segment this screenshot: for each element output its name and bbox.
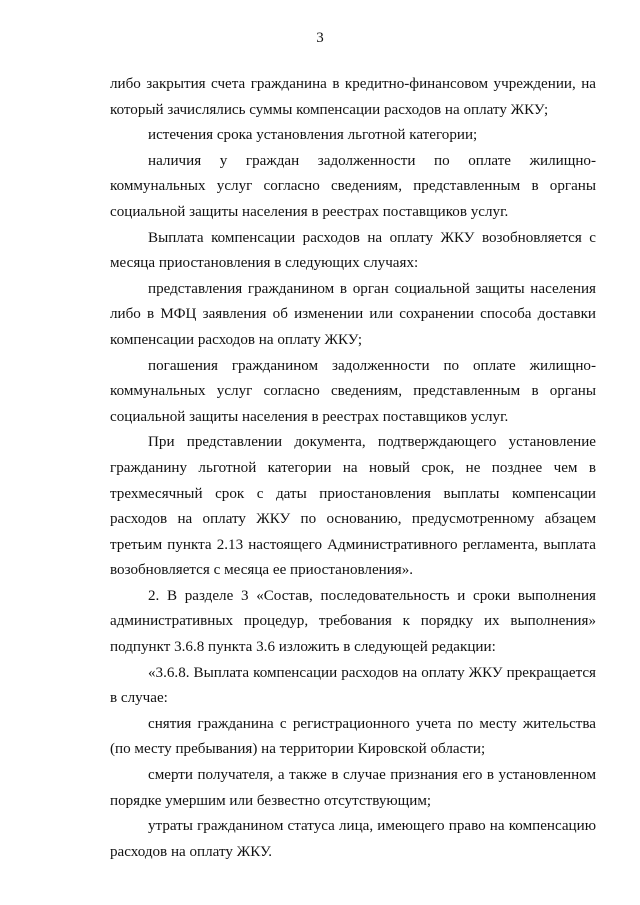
paragraph: Выплата компенсации расходов на оплату ЖКУ возобновляется с месяца приостановления в следующих случаях: (110, 229, 596, 272)
paragraph: «3.6.8. Выплата компенсации расходов на оплату ЖКУ прекращается в случае: (110, 664, 596, 707)
paragraph: либо закрытия счета гражданина в кредитно-финансовом учреждении, на который зачислялись суммы компенсации расходов на оплату ЖКУ; (110, 76, 596, 118)
paragraph: смерти получателя, а также в случае признания его в установленном порядке умершим или безвестно отсутствующим; (110, 767, 596, 809)
paragraph: снятия гражданина с регистрационного учета по месту жительства (по месту пребывания) на территории Кировской области; (110, 715, 596, 758)
document-body (110, 72, 596, 865)
paragraph: представления гражданином в орган социальной защиты населения либо в МФЦ заявления об изменении или сохранении способа доставки компенсации расходов на оплату ЖКУ; (110, 280, 596, 348)
paragraph: погашения гражданином задолженности по оплате жилищно-коммунальных услуг согласно сведениям, представленным в органы социальной защиты населения в реестрах поставщиков услуг. (110, 357, 596, 425)
paragraph: 2. В разделе 3 «Состав, последовательность и сроки выполнения административных процедур, требования к порядку их выполнения» подпункт 3.6.8 пункта 3.6 изложить в следующей редакции: (110, 587, 596, 656)
paragraph: истечения срока установления льготной категории; (148, 127, 478, 144)
page-number: 3 (316, 30, 324, 46)
paragraph: наличия у граждан задолженности по оплате жилищно-коммунальных услуг согласно сведениям, представленным в органы социальной защиты населения в реестрах поставщиков услуг. (110, 152, 596, 220)
paragraph: При представлении документа, подтверждающего установление гражданину льготной категории на новый срок, не позднее чем в трехмесячный срок с даты приостановления выплаты компенсации расходов на оплату ЖКУ по основанию, предусмотренному абзацем третьим пункта 2.13 настоящего Административного регламента, выплата возобновляется с месяца ее приостановления». (110, 434, 596, 579)
paragraph: утраты гражданином статуса лица, имеющего право на компенсацию расходов на оплату ЖКУ. (110, 818, 596, 860)
